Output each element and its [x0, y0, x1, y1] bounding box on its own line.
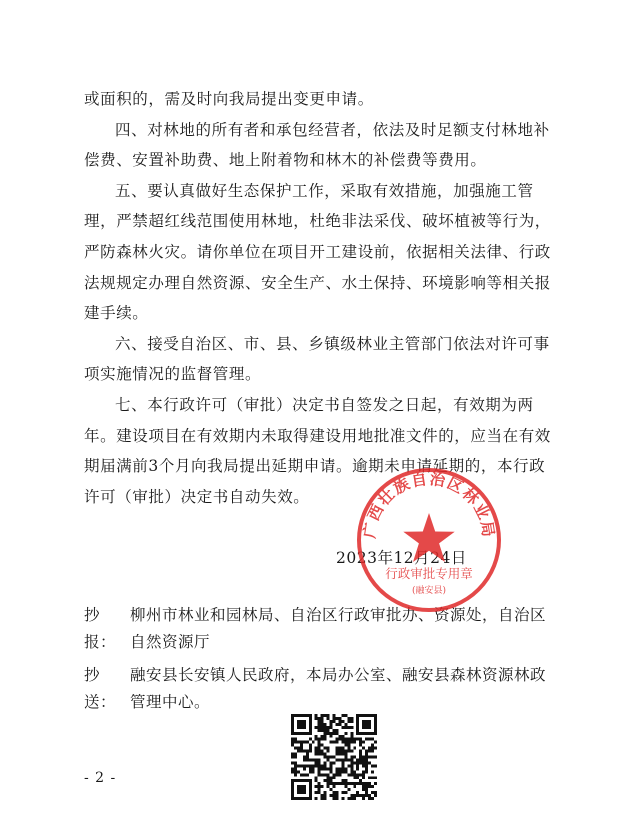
cc-report-recipients: 柳州市林业和园林局、自治区行政审批办、资源处，自治区自然资源厅: [130, 606, 547, 651]
document-body: [84, 84, 552, 512]
cc-report-label: 抄报：: [84, 606, 117, 651]
paragraph-item-4: 四、对林地的所有者和承包经营者，依法及时足额支付林地补偿费、安置补助费、地上附着物和林木的补偿费等费用。: [84, 120, 550, 170]
seal-star-icon: [403, 513, 454, 562]
paragraph-continuation: 或面积的，需及时向我局提出变更申请。: [84, 90, 374, 108]
paragraph-item-7: 七、本行政许可（审批）决定书自签发之日起，有效期为两年。建设项目在有效期内未取得建设用地批准文件的，应当在有效期届满前3个月向我局提出延期申请。逾期未申请延期的，本行政许可（审批）决定书自动失效。: [84, 395, 551, 506]
cc-send-recipients: 融安县长安镇人民政府，本局办公室、融安县森林资源林政管理中心。: [130, 666, 547, 711]
seal-inner-text: 行政审批专用章: [385, 566, 473, 581]
seal-sub-text: (融安县): [411, 586, 447, 596]
paragraph-item-5: 五、要认真做好生态保护工作，采取有效措施，加强施工管理，严禁超红线范围使用林地，杜绝非法采伐、破坏植被等行为，严防森林火灾。请你单位在项目开工建设前，依据相关法律、行政法规规定办理自然资源、安全生产、水土保持、环境影响等相关报建手续。: [84, 181, 551, 323]
issue-date: 2023年12月24日: [336, 549, 467, 567]
cc-send-label: 抄送：: [84, 666, 117, 711]
cc-send-line: [84, 662, 554, 716]
page-number: - 2 -: [84, 770, 117, 786]
official-seal: [354, 465, 504, 615]
paragraph-item-6: 六、接受自治区、市、县、乡镇级林业主管部门依法对许可事项实施情况的监督管理。: [84, 334, 550, 384]
qr-code-icon[interactable]: [291, 714, 377, 800]
seal-outer-text: 广西壮族自治区林业局: [359, 468, 499, 540]
